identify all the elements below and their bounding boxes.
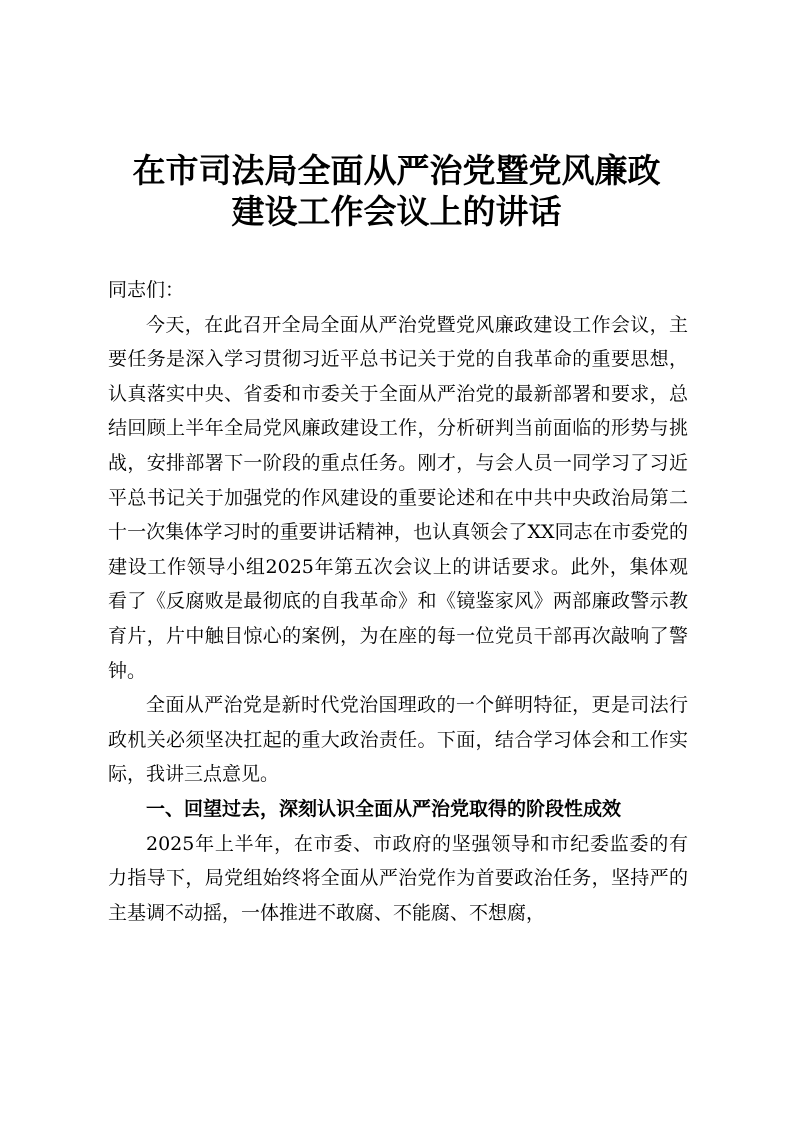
paragraph-opening: 今天，在此召开全局全面从严治党暨党风廉政建设工作会议，主要任务是深入学习贯彻习近平总书记关于党的自我革命的重要思想，认真落实中央、省委和市委关于全面从严治党的最新部署和要求，总结回顾上半年全局党风廉政建设工作，分析研判当前面临的形势与挑战，安排部署下一阶段的重点任务。刚才，与会人员一同学习了习近平总书记关于加强党的作风建设的重要论述和在中共中央政治局第二十一次集体学习时的重要讲话精神，也认真领会了XX同志在市委党的建设工作领导小组2025年第五次会议上的讲话要求。此外，集体观看了《反腐败是最彻底的自我革命》和《镜鉴家风》两部廉政警示教育片，片中触目惊心的案例，为在座的每一位党员干部再次敲响了警钟。	[108, 313, 688, 682]
section-heading-1: 一、回望过去，深刻认识全面从严治党取得的阶段性成效	[146, 797, 622, 820]
document-title-line-2: 建设工作会议上的讲话	[231, 192, 562, 231]
document-title-line-1: 在市司法局全面从严治党暨党风廉政	[132, 151, 661, 190]
document-body	[108, 273, 688, 930]
paragraph-intro: 全面从严治党是新时代党治国理政的一个鲜明特征，更是司法行政机关必须坚决扛起的重大政治责任。下面，结合学习体会和工作实际，我讲三点意见。	[108, 694, 688, 786]
salutation: 同志们：	[108, 279, 185, 301]
section-1-paragraph: 2025年上半年，在市委、市政府的坚强领导和市纪委监委的有力指导下，局党组始终将全面从严治党作为首要政治任务，坚持严的主基调不动摇，一体推进不敢腐、不能腐、不想腐，	[108, 832, 688, 924]
